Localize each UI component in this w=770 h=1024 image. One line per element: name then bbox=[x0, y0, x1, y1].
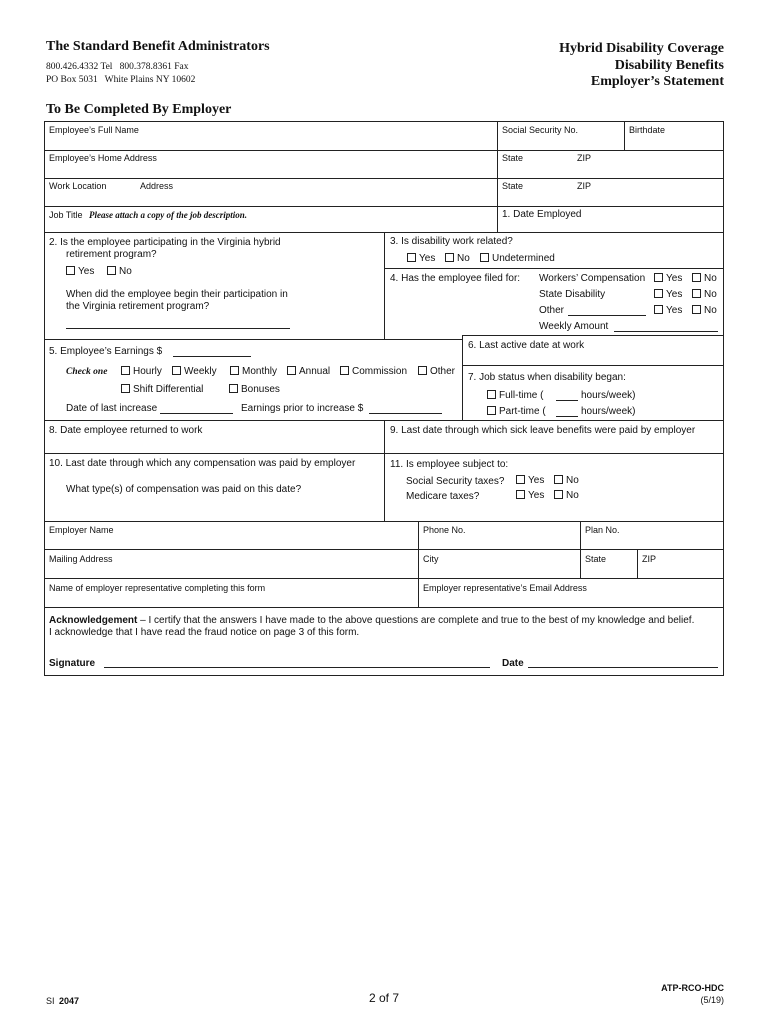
checkbox-icon[interactable] bbox=[654, 273, 663, 282]
q5-hourly[interactable]: Hourly bbox=[121, 366, 162, 377]
home-zip-label: ZIP bbox=[577, 153, 592, 163]
doc-title-line2: Disability Benefits bbox=[614, 58, 724, 73]
doc-title-line3: Employer’s Statement bbox=[590, 74, 724, 89]
checkbox-icon[interactable] bbox=[172, 366, 181, 375]
q7-full-time-hours-line[interactable] bbox=[556, 400, 578, 401]
q5-weekly[interactable]: Weekly bbox=[172, 366, 217, 377]
footer-page-number: 2 of 7 bbox=[369, 991, 400, 1005]
q4-text: 4. Has the employee filed for: bbox=[390, 273, 521, 284]
checkbox-icon[interactable] bbox=[554, 490, 563, 499]
q5-earnings-prior-line[interactable] bbox=[369, 413, 442, 414]
acknowledgement-body: – I certify that the answers I have made to the above questions are complete and true to the best of my knowledge and belief. bbox=[137, 615, 695, 626]
q5-text: 5. Employee’s Earnings $ bbox=[49, 346, 163, 357]
home-address-input[interactable] bbox=[49, 165, 489, 177]
q5-annual[interactable]: Annual bbox=[287, 366, 330, 377]
home-state-label: State bbox=[502, 153, 524, 163]
q11-medicare-no[interactable]: No bbox=[554, 490, 579, 501]
q2-yes-option[interactable]: Yes bbox=[66, 266, 94, 277]
home-address-label: Employee’s Home Address bbox=[49, 153, 157, 163]
date-label: Date bbox=[502, 658, 524, 669]
checkbox-icon[interactable] bbox=[287, 366, 296, 375]
q11-ss-yes[interactable]: Yes bbox=[516, 475, 544, 486]
company-phone: 800.426.4332 Tel 800.378.8361 Fax bbox=[46, 62, 189, 72]
rep-name-input[interactable] bbox=[49, 594, 409, 606]
q3-no-option[interactable]: No bbox=[445, 253, 470, 264]
q11-ss-no[interactable]: No bbox=[554, 475, 579, 486]
company-address: PO Box 5031 White Plains NY 10602 bbox=[46, 75, 196, 85]
footer-revision: (5/19) bbox=[700, 995, 724, 1005]
q4-workers-comp-label: Workers’ Compensation bbox=[539, 273, 646, 284]
mailing-address-input[interactable] bbox=[49, 565, 409, 577]
employer-phone-label: Phone No. bbox=[423, 525, 466, 535]
q6-text: 6. Last active date at work bbox=[468, 340, 585, 351]
q5-other[interactable]: Other bbox=[418, 366, 455, 377]
signature-line[interactable] bbox=[104, 667, 490, 668]
signature-label: Signature bbox=[49, 658, 96, 669]
work-location-input[interactable] bbox=[49, 193, 489, 205]
employer-state-label: State bbox=[585, 554, 607, 564]
q2-follow-line1: When did the employee begin their participation in bbox=[66, 289, 288, 300]
work-address-label: Address bbox=[140, 181, 174, 191]
checkbox-icon[interactable] bbox=[66, 266, 75, 275]
q2-text-line2: retirement program? bbox=[66, 249, 157, 260]
q7-part-time-hours-line[interactable] bbox=[556, 416, 578, 417]
acknowledgement-text2: I acknowledge that I have read the fraud notice on page 3 of this form. bbox=[49, 627, 360, 638]
acknowledgement-label: Acknowledgement bbox=[49, 615, 138, 626]
q11-text: 11. Is employee subject to: bbox=[390, 459, 509, 470]
checkbox-icon[interactable] bbox=[107, 266, 116, 275]
section-title: To Be Completed By Employer bbox=[46, 102, 232, 117]
checkbox-icon[interactable] bbox=[487, 406, 496, 415]
checkbox-icon[interactable] bbox=[340, 366, 349, 375]
q5-earnings-prior-label: Earnings prior to increase $ bbox=[241, 403, 364, 414]
q9-text: 9. Last date through which sick leave benefits were paid by employer bbox=[390, 425, 696, 436]
q2-follow-line2: the Virginia retirement program? bbox=[66, 301, 210, 312]
city-label: City bbox=[423, 554, 439, 564]
ssn-label: Social Security No. bbox=[502, 125, 579, 135]
checkbox-icon[interactable] bbox=[654, 305, 663, 314]
footer-code: ATP-RCO-HDC bbox=[661, 983, 724, 993]
q4-other-label: Other bbox=[539, 305, 565, 316]
acknowledgement-text bbox=[49, 615, 694, 626]
rep-email-label: Employer representative’s Email Address bbox=[423, 583, 587, 593]
q4-weekly-amount-label: Weekly Amount bbox=[539, 321, 609, 332]
mailing-address-label: Mailing Address bbox=[49, 554, 113, 564]
q4-wc-no[interactable]: No bbox=[692, 273, 717, 284]
checkbox-icon[interactable] bbox=[121, 384, 130, 393]
q3-undetermined-option[interactable]: Undetermined bbox=[480, 253, 555, 264]
job-title-label bbox=[49, 210, 247, 220]
q11-medicare-label: Medicare taxes? bbox=[406, 491, 480, 502]
checkbox-icon[interactable] bbox=[692, 273, 701, 282]
q2-text-line1: 2. Is the employee participating in the Virginia hybrid bbox=[49, 237, 281, 248]
q4-sd-yes[interactable]: Yes bbox=[654, 289, 682, 300]
checkbox-icon[interactable] bbox=[692, 289, 701, 298]
checkbox-icon[interactable] bbox=[445, 253, 454, 262]
q3-yes-option[interactable]: Yes bbox=[407, 253, 435, 264]
plan-no-label: Plan No. bbox=[585, 525, 620, 535]
q11-medicare-yes[interactable]: Yes bbox=[516, 490, 544, 501]
ssn-input[interactable] bbox=[502, 137, 617, 149]
checkbox-icon[interactable] bbox=[229, 384, 238, 393]
q7-full-time[interactable]: Full-time ( bbox=[487, 390, 543, 401]
q4-other-yes[interactable]: Yes bbox=[654, 305, 682, 316]
q5-date-last-increase-line[interactable] bbox=[160, 413, 233, 414]
q5-commission[interactable]: Commission bbox=[340, 366, 407, 377]
footer-form-no: 2047 bbox=[59, 996, 80, 1006]
q4-wc-yes[interactable]: Yes bbox=[654, 273, 682, 284]
work-state-label: State bbox=[502, 181, 524, 191]
q3-text: 3. Is disability work related? bbox=[390, 236, 513, 247]
work-zip-label: ZIP bbox=[577, 181, 592, 191]
date-line[interactable] bbox=[528, 667, 718, 668]
q5-check-one: Check one bbox=[66, 367, 108, 377]
checkbox-icon[interactable] bbox=[516, 490, 525, 499]
employer-name-input[interactable] bbox=[49, 536, 409, 548]
checkbox-icon[interactable] bbox=[407, 253, 416, 262]
q5-bonuses[interactable]: Bonuses bbox=[229, 384, 280, 395]
footer-si: SI bbox=[46, 996, 55, 1006]
q5-date-last-increase-label: Date of last increase bbox=[66, 403, 158, 414]
date-employed-label: 1. Date Employed bbox=[502, 209, 582, 220]
employee-full-name-input[interactable] bbox=[49, 137, 489, 149]
job-title-text: Job Title bbox=[49, 210, 83, 220]
company-name: The Standard Benefit Administrators bbox=[46, 39, 270, 54]
q5-monthly[interactable]: Monthly bbox=[230, 366, 277, 377]
q10-sub: What type(s) of compensation was paid on this date? bbox=[66, 484, 302, 495]
employer-zip-label: ZIP bbox=[642, 554, 657, 564]
checkbox-icon[interactable] bbox=[692, 305, 701, 314]
q2-no-option[interactable]: No bbox=[107, 266, 132, 277]
q5-shift-differential[interactable]: Shift Differential bbox=[121, 384, 203, 395]
checkbox-icon[interactable] bbox=[480, 253, 489, 262]
checkbox-icon[interactable] bbox=[487, 390, 496, 399]
checkbox-icon[interactable] bbox=[121, 366, 130, 375]
q4-sd-no[interactable]: No bbox=[692, 289, 717, 300]
doc-title-line1: Hybrid Disability Coverage bbox=[559, 41, 724, 56]
checkbox-icon[interactable] bbox=[230, 366, 239, 375]
checkbox-icon[interactable] bbox=[516, 475, 525, 484]
q7-part-time-hours: hours/week) bbox=[581, 406, 636, 417]
checkbox-icon[interactable] bbox=[554, 475, 563, 484]
employee-full-name-label: Employee’s Full Name bbox=[49, 125, 139, 135]
q4-other-no[interactable]: No bbox=[692, 305, 717, 316]
q4-state-disability-label: State Disability bbox=[539, 289, 606, 300]
checkbox-icon[interactable] bbox=[654, 289, 663, 298]
q2-date-line[interactable] bbox=[66, 328, 290, 329]
q4-other-line[interactable] bbox=[568, 315, 646, 316]
employer-name-label: Employer Name bbox=[49, 525, 114, 535]
rep-name-label: Name of employer representative completing this form bbox=[49, 583, 266, 593]
q7-part-time[interactable]: Part-time ( bbox=[487, 406, 546, 417]
work-location-label: Work Location bbox=[49, 181, 107, 191]
q4-weekly-amount-line[interactable] bbox=[614, 331, 718, 332]
q5-earnings-line[interactable] bbox=[173, 356, 251, 357]
job-title-note: Please attach a copy of the job description. bbox=[89, 210, 248, 220]
birthdate-input[interactable] bbox=[629, 137, 719, 149]
q8-text: 8. Date employee returned to work bbox=[49, 425, 203, 436]
checkbox-icon[interactable] bbox=[418, 366, 427, 375]
q11-ss-label: Social Security taxes? bbox=[406, 476, 505, 487]
q7-full-time-hours: hours/week) bbox=[581, 390, 636, 401]
q10-text: 10. Last date through which any compensation was paid by employer bbox=[49, 458, 356, 469]
footer-form-id bbox=[46, 996, 79, 1006]
q7-text: 7. Job status when disability began: bbox=[468, 372, 626, 383]
birthdate-label: Birthdate bbox=[629, 125, 666, 135]
